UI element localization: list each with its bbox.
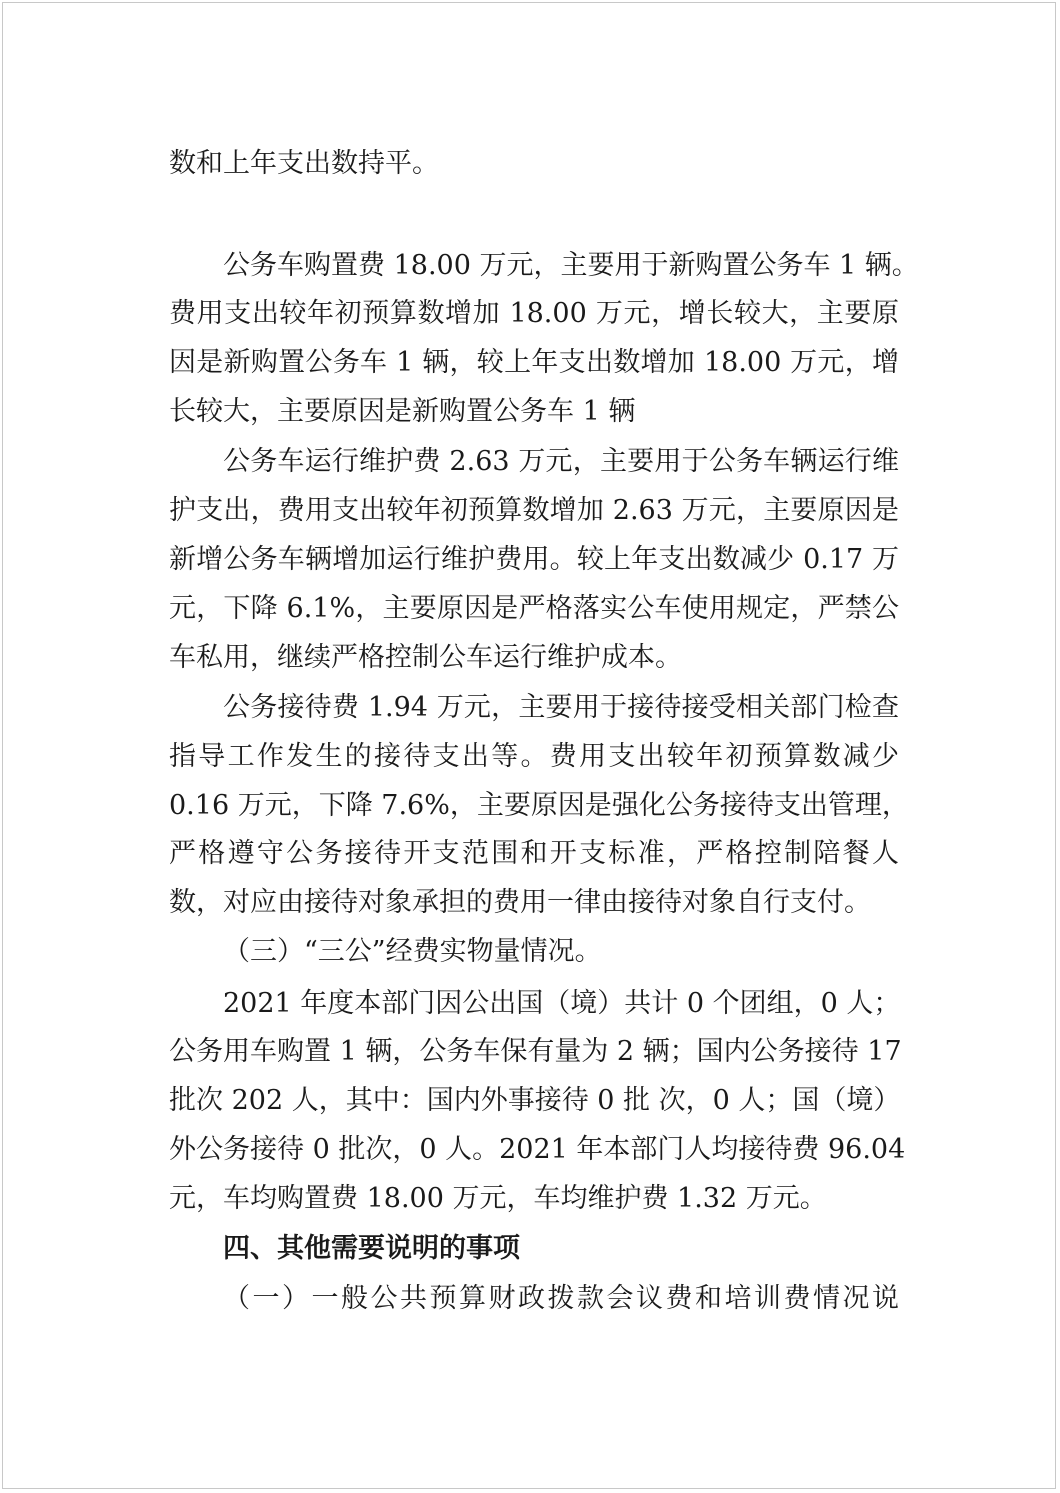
section-subheading: （三）“三公”经费实物量情况。 [223, 936, 602, 967]
paragraph-line: 数，对应由接待对象承担的费用一律由接待对象自行支付。 [169, 887, 871, 918]
section-heading: 四、其他需要说明的事项 [223, 1233, 520, 1264]
paragraph-line: 费用支出较年初预算数增加 18.00 万元，增长较大，主要原 [169, 298, 899, 329]
paragraph-line: 批次 202 人，其中：国内外事接待 0 批 次，0 人；国（境） [169, 1085, 901, 1116]
paragraph-line: 外公务接待 0 批次，0 人。2021 年本部门人均接待费 96.04 [169, 1134, 906, 1165]
paragraph-line: 公务车运行维护费 2.63 万元，主要用于公务车辆运行维 [223, 446, 899, 477]
paragraph-line: 车私用，继续严格控制公车运行维护成本。 [169, 642, 682, 673]
paragraph-line: 指导工作发生的接待支出等。费用支出较年初预算数减少 [169, 741, 899, 772]
paragraph-line: 数和上年支出数持平。 [169, 148, 439, 179]
paragraph-line: 元，下降 6.1%，主要原因是严格落实公车使用规定，严禁公 [169, 593, 899, 624]
section-subheading: （一）一般公共预算财政拨款会议费和培训费情况说 [223, 1283, 899, 1314]
paragraph-line: 护支出，费用支出较年初预算数增加 2.63 万元，主要原因是 [169, 495, 899, 526]
paragraph-line: 因是新购置公务车 1 辆，较上年支出数增加 18.00 万元，增 [169, 347, 899, 378]
paragraph-line: 公务车购置费 18.00 万元，主要用于新购置公务车 1 辆。 [223, 250, 919, 281]
paragraph-line: 新增公务车辆增加运行维护费用。较上年支出数减少 0.17 万 [169, 544, 899, 575]
paragraph-line: 公务用车购置 1 辆，公务车保有量为 2 辆；国内公务接待 17 [169, 1036, 902, 1067]
paragraph-line: 0.16 万元，下降 7.6%，主要原因是强化公务接待支出管理， [169, 790, 909, 821]
paragraph-line: 长较大，主要原因是新购置公务车 1 辆 [169, 396, 636, 427]
paragraph-line: 元，车均购置费 18.00 万元，车均维护费 1.32 万元。 [169, 1183, 827, 1214]
paragraph-line: 2021 年度本部门因公出国（境）共计 0 个团组，0 人； [223, 988, 901, 1019]
paragraph-line: 严格遵守公务接待开支范围和开支标准，严格控制陪餐人 [169, 838, 899, 869]
paragraph-line: 公务接待费 1.94 万元，主要用于接待接受相关部门检查 [223, 692, 899, 723]
document-page [2, 2, 1056, 1489]
